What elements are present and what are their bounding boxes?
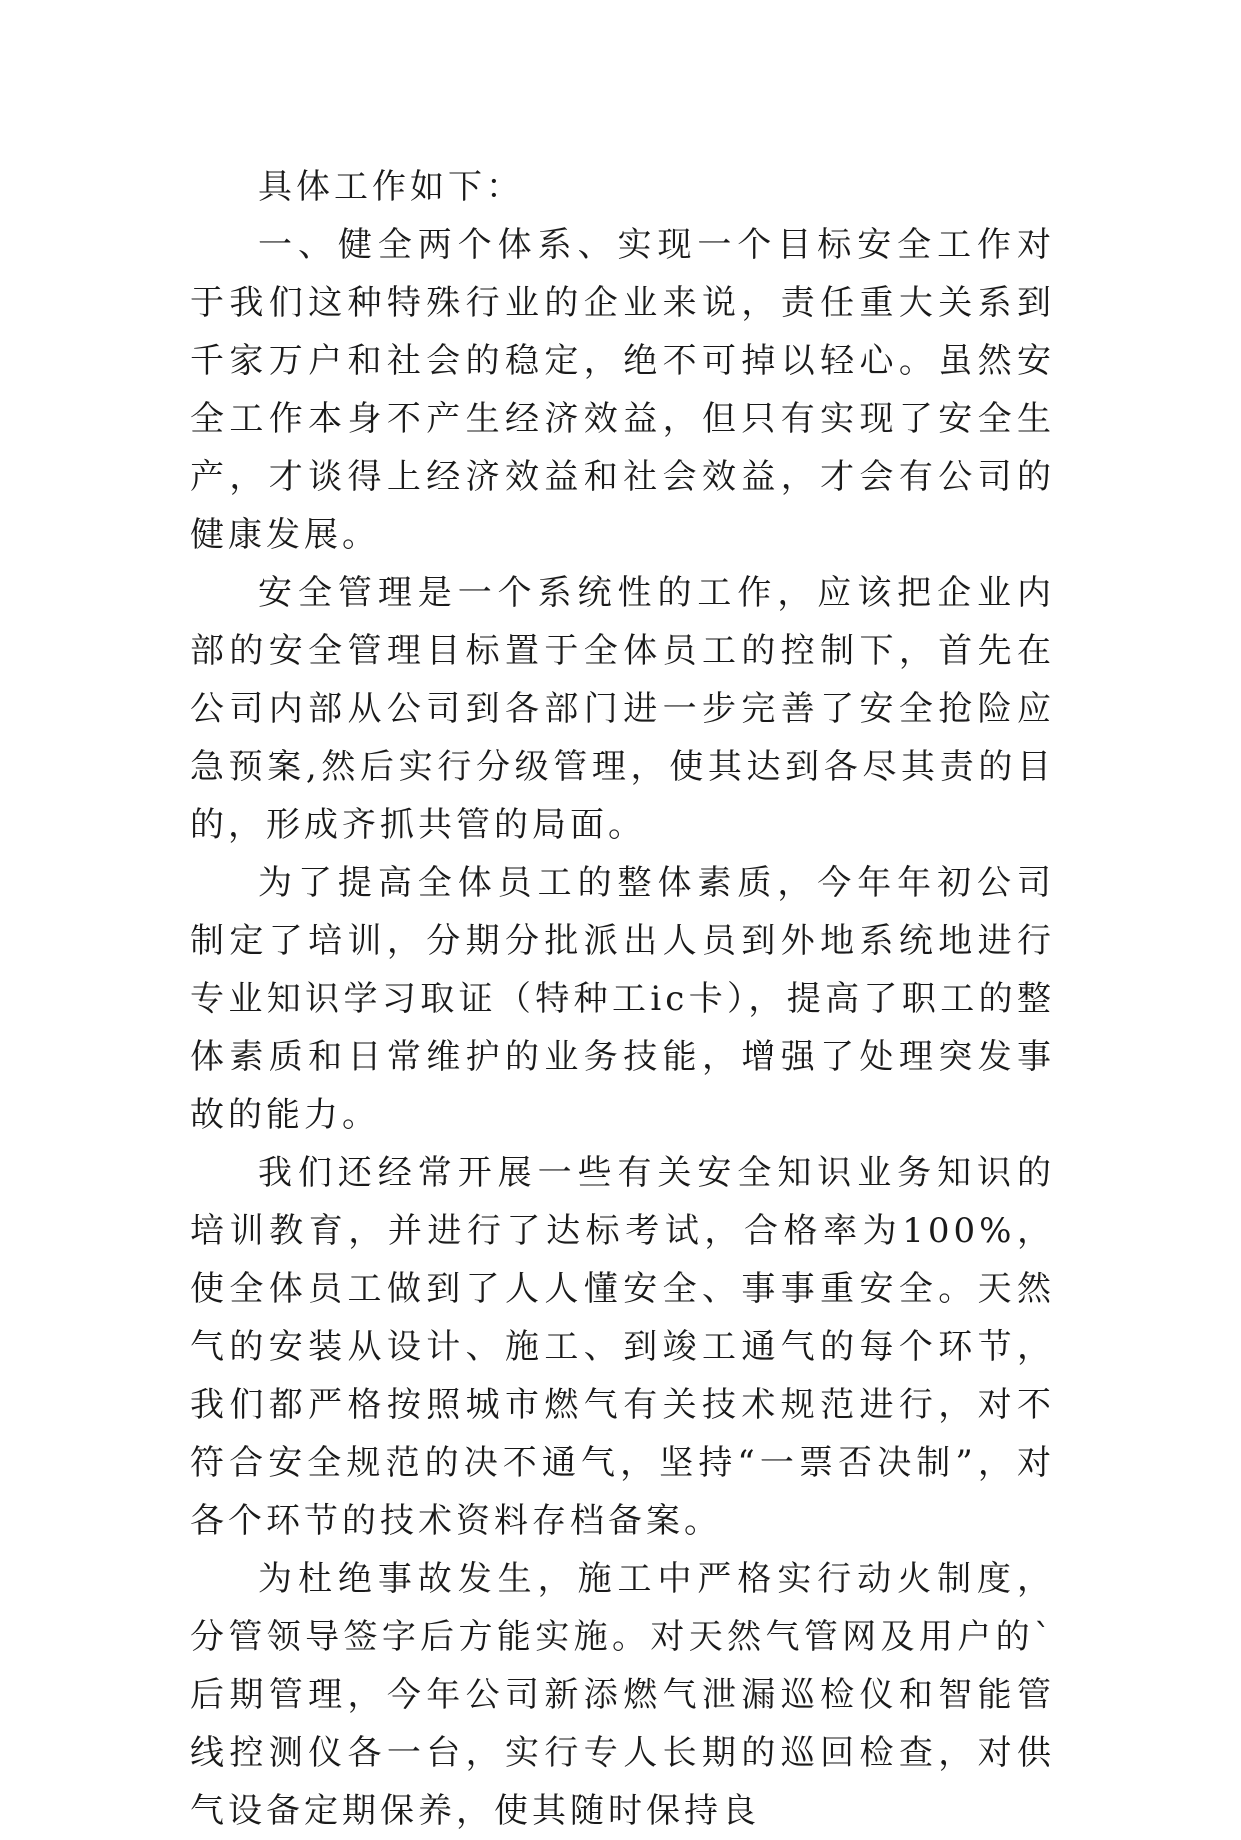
paragraph-staff-training: 为了提高全体员工的整体素质，今年年初公司制定了培训，分期分批派出人员到外地系统地进行专业知识学习取证（特种工ic卡），提高了职工的整体素质和日常维护的业务技能，增强了处理突发事故的能力。 [190, 863, 1055, 1135]
paragraph-intro: 具体工作如下： [258, 167, 524, 207]
document-body [190, 158, 1055, 1840]
paragraph-safety-education: 我们还经常开展一些有关安全知识业务知识的培训教育，并进行了达标考试，合格率为100%，使全体员工做到了人人懂安全、事事重安全。天然气的安装从设计、施工、到竣工通气的每个环节，我们都严格按照城市燃气有关技术规范进行，对不符合安全规范的决不通气，坚持“一票否决制”，对各个环节的技术资料存档备案。 [190, 1153, 1055, 1541]
paragraph-accident-prevention: 为杜绝事故发生，施工中严格实行动火制度，分管领导签字后方能实施。对天然气管网及用户的`后期管理，今年公司新添燃气泄漏巡检仪和智能管线控测仪各一台，实行专人长期的巡回检查，对供气设备定期保养，使其随时保持良 [190, 1559, 1055, 1831]
paragraph-two-systems: 一、健全两个体系、实现一个目标安全工作对于我们这种特殊行业的企业来说，责任重大关系到千家万户和社会的稳定，绝不可掉以轻心。虽然安全工作本身不产生经济效益，但只有实现了安全生产，才谈得上经济效益和社会效益，才会有公司的健康发展。 [190, 225, 1055, 555]
paragraph-safety-management: 安全管理是一个系统性的工作，应该把企业内部的安全管理目标置于全体员工的控制下，首先在公司内部从公司到各部门进一步完善了安全抢险应急预案,然后实行分级管理，使其达到各尽其责的目的，形成齐抓共管的局面。 [190, 573, 1055, 845]
